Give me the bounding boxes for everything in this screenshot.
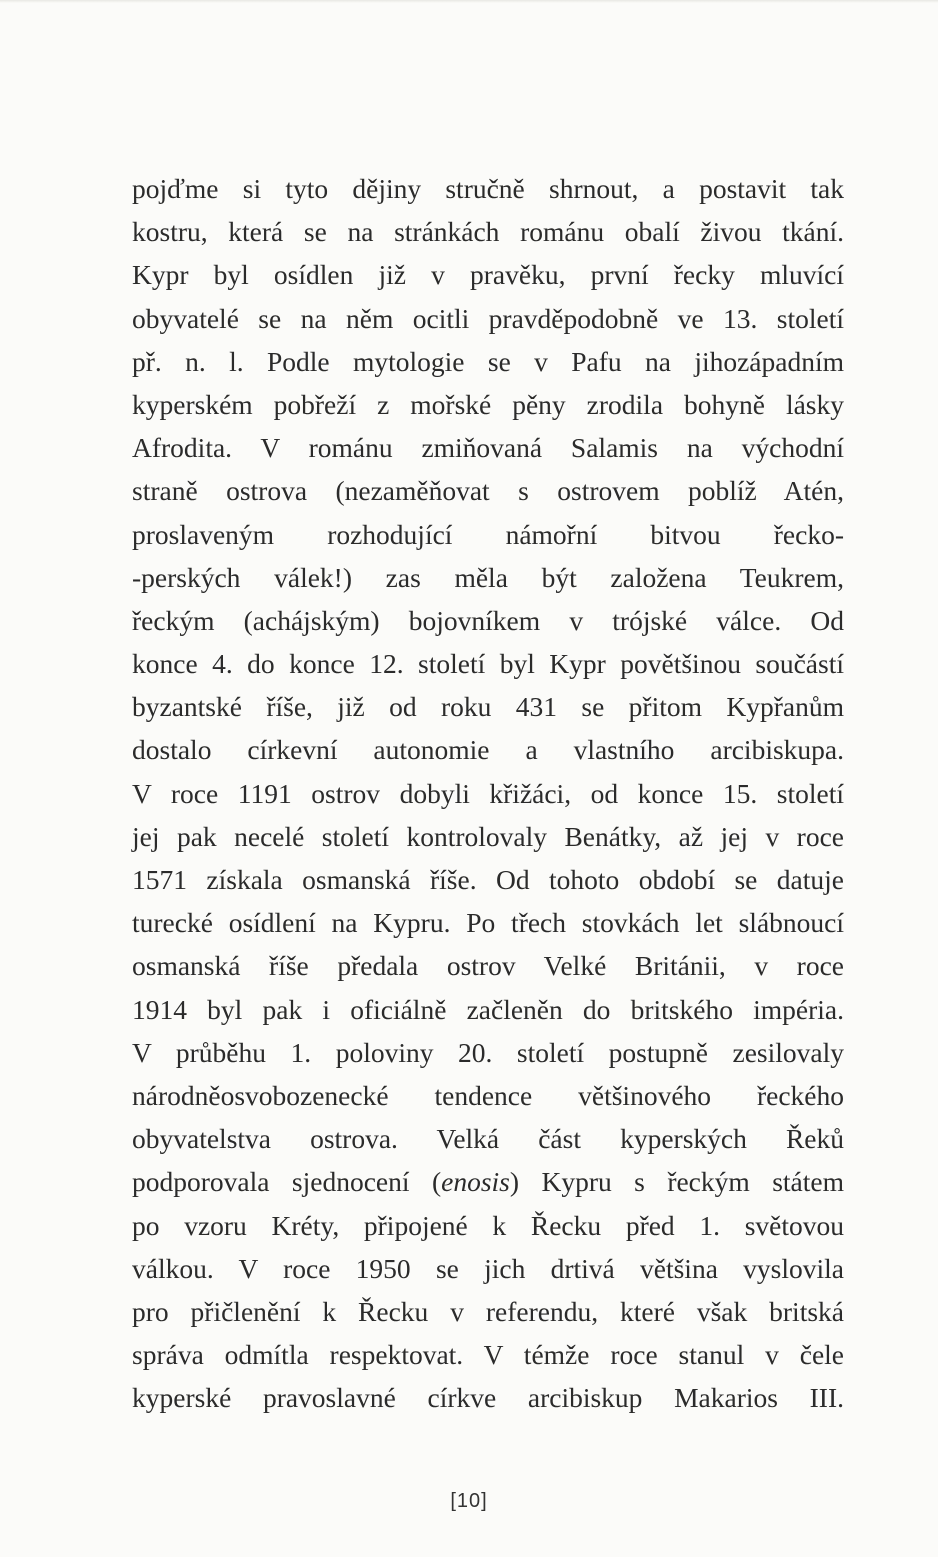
page-top-edge [0,0,938,3]
text-line-17: 1571 získala osmanská říše. Od tohoto období se datuje [132,864,844,895]
text-line-20: 1914 byl pak i oficiálně začleněn do britského impéria. [132,993,844,1025]
text-line-23: obyvatelstva ostrova. Velká část kyperských Řeků [132,1123,844,1155]
text-line-8: straně ostrova (nezaměňovat s ostrovem poblíž Atén, [132,475,844,507]
text-line-25: po vzoru Kréty, připojené k Řecku před 1. světovou [132,1209,844,1241]
text-line-3: Kypr byl osídlen již v pravěku, první řecky mluvící [132,259,844,291]
text-line-10: -perských válek!) zas měla být založena Teukrem, [132,561,844,593]
text-line-16: jej pak necelé století kontrolovaly Benátky, až jej v roce [132,820,844,852]
text-line-27: pro přičlenění k Řecku v referendu, které však britská [132,1295,844,1327]
text-line-21: V průběhu 1. poloviny 20. století postupně zesilovaly [132,1036,844,1068]
text-line-1: pojďme si tyto dějiny stručně shrnout, a postavit tak [132,173,844,204]
text-line-6: kyperském pobřeží z mořské pěny zrodila bohyně lásky [132,388,844,420]
text-line-4: obyvatelé se na něm ocitli pravděpodobně ve 13. století [132,302,844,334]
text-line-22: národněosvobozenecké tendence většinového řeckého [132,1079,844,1111]
text-line-7: Afrodita. V románu zmiňovaná Salamis na východní [132,432,844,464]
text-line-26: válkou. V roce 1950 se jich drtivá většina vyslovila [132,1252,844,1284]
text-line-9: proslaveným rozhodující námořní bitvou řecko- [132,518,844,550]
text-line-19: osmanská říše předala ostrov Velké Británii, v roce [132,950,844,982]
text-line-15: V roce 1191 ostrov dobyli křižáci, od konce 15. století [132,777,844,809]
page-number: [10] [450,1490,488,1512]
text-line-5: př. n. l. Podle mytologie se v Pafu na jihozápadním [132,345,844,377]
italic-term: enosis [441,1166,510,1198]
text-line-2: kostru, která se na stránkách románu obalí živou tkání. [132,216,844,248]
text-line-28: správa odmítla respektovat. V témže roce stanul v čele [132,1339,844,1371]
text-line-24: podporovala sjednocení (enosis) Kypru s řeckým státem [132,1166,845,1198]
text-line-12: konce 4. do konce 12. století byl Kypr povětšinou součástí [132,648,844,680]
text-line-18: turecké osídlení na Kypru. Po třech stovkách let slábnoucí [132,907,844,939]
body-paragraph [132,167,844,1419]
text-line-29: kyperské pravoslavné církve arcibiskup Makarios III. [132,1382,844,1414]
text-line-11: řeckým (achájským) bojovníkem v trójské válce. Od [132,604,844,636]
text-line-13: byzantské říše, již od roku 431 se přitom Kypřanům [132,691,844,723]
text-line-14: dostalo církevní autonomie a vlastního arcibiskupa. [132,734,844,766]
